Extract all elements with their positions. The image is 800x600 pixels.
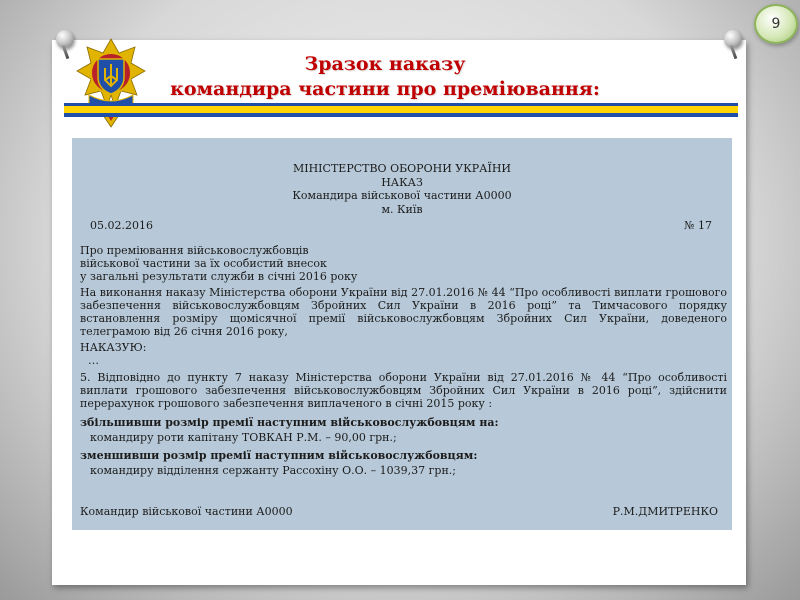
- increase-item: командиру роти капітану ТОВКАН Р.М. – 90,00 грн.;: [90, 431, 397, 444]
- order-document: [72, 138, 732, 530]
- document-header: [72, 162, 732, 216]
- document-body: [80, 244, 727, 482]
- increase-heading: збільшивши розмір премії наступним військовослужбовцям на:: [80, 416, 499, 429]
- signature-block: [80, 505, 718, 518]
- flag-stripe-yellow: [64, 106, 738, 113]
- order-number: № 17: [684, 219, 712, 232]
- issuer: Командира військової частини А0000: [292, 189, 512, 202]
- slide-title-line1: Зразок наказу: [304, 53, 466, 75]
- slide-title: [150, 52, 620, 102]
- ministry-name: МІНІСТЕРСТВО ОБОРОНИ УКРАЇНИ: [292, 162, 512, 175]
- order-point-5: 5. Відповідно до пункту 7 наказу Міністерства оборони України від 27.01.2016 № 44 “Про особливості виплати грошового забезпечення військовослужбовцям Збройних Сил України в 2016 році”, здійснити перерахунок грошового забезпечення виплаченого в січні 2015 року :: [80, 371, 727, 410]
- order-date: 05.02.2016: [90, 219, 153, 232]
- subject-line: військової частини за їх особистий внесок: [80, 257, 327, 270]
- signoff-title: Командир військової частини А0000: [80, 505, 293, 518]
- subject-line: у загальні результати служби в січні 2016 року: [80, 270, 358, 283]
- page-number-badge: 9: [754, 4, 798, 44]
- subject-line: Про преміювання військовослужбовців: [80, 244, 309, 257]
- signoff-name: Р.М.ДМИТРЕНКО: [612, 505, 718, 518]
- omitted-points: …: [88, 354, 99, 367]
- pushpin-icon: [718, 30, 748, 60]
- decrease-item: командиру відділення сержанту Рассохіну О.О. – 1039,37 грн.;: [90, 464, 456, 477]
- order-subject: [80, 244, 727, 283]
- flag-stripe-blue-bottom: [64, 113, 738, 117]
- order-basis: На виконання наказу Міністерства оборони України від 27.01.2016 № 44 “Про особливості виплати грошового забезпечення військовослужбовцям Збройних Сил України в 2016 році” та Тимчасового порядку встановлення розміру щомісячної премії військовослужбовцям Збройних Сил України, доведеного телеграмою від 26 січня 2016 року,: [80, 286, 727, 338]
- slide-title-line2: командира частини про преміювання:: [170, 78, 600, 100]
- decrease-heading: зменшивши розмір премії наступним військовослужбовцям:: [80, 449, 478, 462]
- order-type: НАКАЗ: [381, 175, 423, 189]
- city: м. Київ: [381, 202, 423, 216]
- order-word: НАКАЗУЮ:: [80, 341, 147, 354]
